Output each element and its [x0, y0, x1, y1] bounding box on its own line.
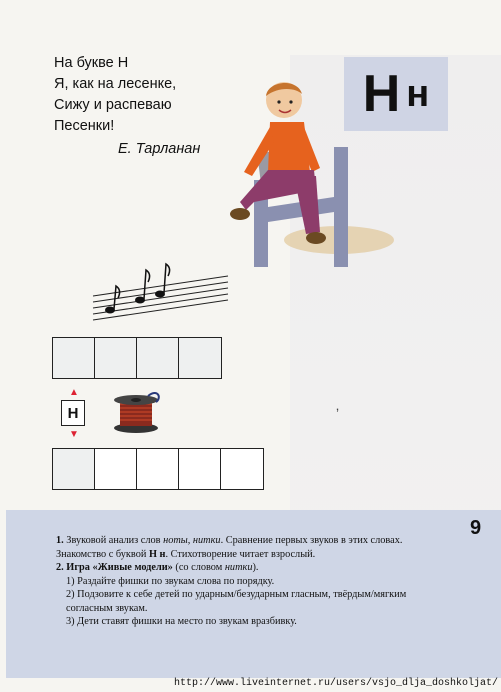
lowercase-letter: н [406, 73, 430, 115]
page-number: 9 [470, 517, 482, 539]
teacher-notes-panel [6, 510, 501, 678]
note-step: 2) Подзовите к себе детей по ударным/безударным гласным, твёрдым/мягким согласным звукам. [66, 589, 407, 614]
note-words: ноты, нитки [163, 535, 221, 546]
sound-cell [221, 449, 263, 489]
teacher-notes-text [56, 534, 446, 629]
sound-cell [95, 338, 137, 378]
poem-author: Е. Тарланан [118, 141, 201, 157]
sound-cell [179, 338, 221, 378]
footer-url: http://www.liveinternet.ru/users/vsjo_dlja_doshkoljat/ [174, 678, 499, 689]
thread-spool-icon [108, 388, 164, 434]
note-letter: Н н [148, 548, 166, 560]
note-word: нитки [224, 562, 253, 573]
note-number: 2. [56, 562, 64, 573]
sound-cell [53, 449, 95, 489]
note-paragraph-1 [56, 534, 446, 561]
poem-line: Я, как на лесенке, [54, 76, 177, 92]
note-text: . Сравнение первых звуков в этих словах. Знакомство с буквой [56, 535, 403, 560]
boy-on-letter-illustration [224, 72, 394, 282]
note-text: Звуковой анализ слов [63, 535, 164, 546]
note-number: 1. [56, 535, 64, 546]
sound-scheme-нитки [52, 448, 264, 490]
sound-cell [53, 338, 95, 378]
arrow-up-icon: ▲ [69, 387, 79, 398]
letter-card: Н [61, 400, 85, 426]
sound-cell [137, 338, 179, 378]
stray-mark: ʼ [336, 406, 340, 422]
poem-line: Сижу и распеваю [54, 97, 172, 113]
game-title: Игра «Живые модели» [63, 562, 173, 573]
note-step: 3) Дети ставят фишки на место по звукам вразбивку. [66, 616, 297, 627]
uppercase-letter: Н [362, 65, 401, 123]
note-text: ). [252, 562, 259, 573]
note-text: . Стихотворение читает взрослый. [165, 548, 316, 560]
sound-cell [179, 449, 221, 489]
sound-scheme-ноты [52, 337, 222, 379]
arrow-down-icon: ▼ [69, 429, 79, 440]
note-text: (со словом [172, 562, 225, 573]
sound-cell [95, 449, 137, 489]
music-notes-icon [88, 258, 238, 328]
sound-cell [137, 449, 179, 489]
poem-line: На букве Н [54, 55, 129, 71]
note-paragraph-2 [56, 561, 446, 575]
note-step: 1) Раздайте фишки по звукам слова по порядку. [66, 575, 275, 587]
poem-line: Песенки! [54, 118, 115, 134]
